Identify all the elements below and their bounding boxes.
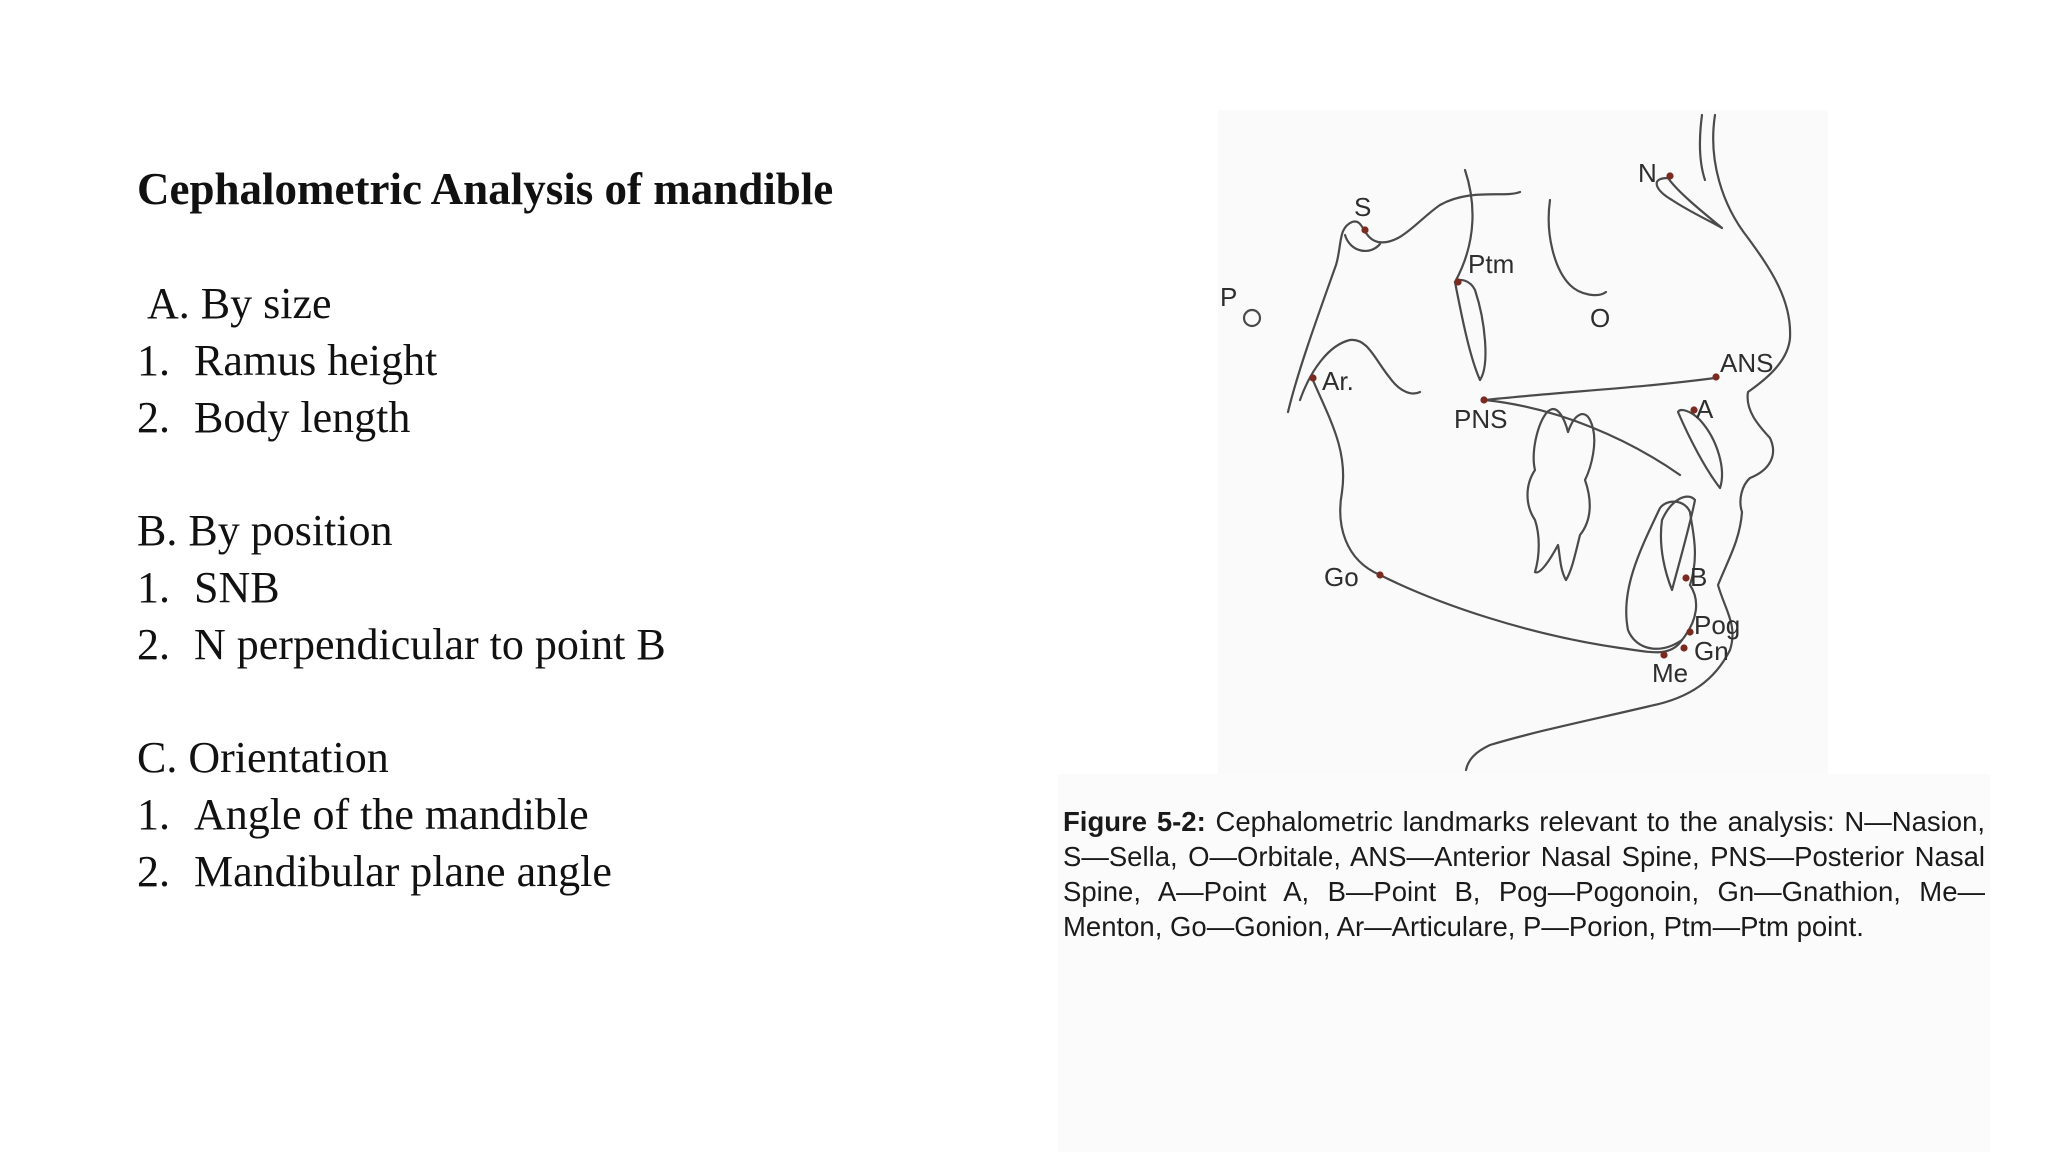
item-number: 2. xyxy=(137,620,170,669)
landmark-dot-pog xyxy=(1686,628,1693,635)
list-item xyxy=(137,559,666,616)
landmark-me: Me xyxy=(1652,658,1689,688)
section-by-size xyxy=(137,275,666,446)
landmark-dot-s xyxy=(1361,226,1368,233)
item-text: Mandibular plane angle xyxy=(194,847,612,896)
figure-caption xyxy=(1063,804,1985,944)
landmark-dot-ptm xyxy=(1454,278,1461,285)
landmark-dot-b xyxy=(1682,574,1689,581)
tracing-drawing xyxy=(1218,110,1828,774)
landmark-gn: Gn xyxy=(1694,636,1729,666)
landmark-dot-gn xyxy=(1680,644,1687,651)
list-item xyxy=(137,332,666,389)
landmark-ar: Ar. xyxy=(1322,366,1354,396)
landmark-dot-ans xyxy=(1712,373,1719,380)
landmark-s: S xyxy=(1354,192,1372,222)
landmark-p: P xyxy=(1220,282,1238,312)
orbit-contour xyxy=(1549,200,1606,295)
list-item xyxy=(137,389,666,446)
item-text: Angle of the mandible xyxy=(194,790,589,839)
section-orientation xyxy=(137,729,666,900)
section-heading: C. Orientation xyxy=(137,733,389,782)
item-text: SNB xyxy=(194,563,280,612)
item-number: 2. xyxy=(137,847,170,896)
palatal-plane xyxy=(1485,378,1715,400)
item-number: 2. xyxy=(137,393,170,442)
item-number: 1. xyxy=(137,790,170,839)
landmark-ptm: Ptm xyxy=(1468,249,1515,279)
list-item xyxy=(137,616,666,673)
sella-floor xyxy=(1345,235,1380,251)
landmark-b: B xyxy=(1690,562,1708,592)
landmark-go: Go xyxy=(1324,562,1359,592)
landmark-pog: Pog xyxy=(1694,610,1741,640)
caption-text: Cephalometric landmarks relevant to the analysis: N—Nasion, S—Sella, O—Orbitale, ANS—Anterior Nasal Spine, PNS—Posterior Nasal Spine, A—Point A, B—Point B, Pog—Pogonoin, Gn—Gnathion, Me—Menton, Go—Gonion, Ar—Articulare, P—Porion, Ptm—Ptm point. xyxy=(1063,806,1986,942)
list-item xyxy=(137,786,666,843)
nose-detail xyxy=(1700,115,1705,180)
landmark-dot-pns xyxy=(1480,396,1487,403)
landmark-dot-go xyxy=(1376,571,1383,578)
item-text: Body length xyxy=(194,393,411,442)
section-heading: B. By position xyxy=(137,506,393,555)
section-heading: A. By size xyxy=(147,279,332,328)
caption-label: Figure 5-2: xyxy=(1063,806,1206,837)
molar-tooth xyxy=(1528,409,1595,580)
landmark-a: A xyxy=(1696,394,1714,424)
list-item xyxy=(137,843,666,900)
landmark-pns: PNS xyxy=(1454,404,1508,434)
palate-curve xyxy=(1485,400,1680,475)
soft-tissue-profile xyxy=(1466,115,1790,770)
item-number: 1. xyxy=(137,563,170,612)
landmark-dot-n xyxy=(1666,172,1673,179)
slide-title: Cephalometric Analysis of mandible xyxy=(137,164,834,214)
cephalometric-tracing xyxy=(1218,110,1828,774)
porion-circle xyxy=(1244,310,1260,326)
landmark-n: N xyxy=(1638,158,1657,188)
section-by-position xyxy=(137,502,666,673)
ptm-fissure xyxy=(1455,280,1485,380)
landmark-o: O xyxy=(1590,303,1611,333)
item-number: 1. xyxy=(137,336,170,385)
landmark-ans: ANS xyxy=(1720,348,1774,378)
nasal-bone xyxy=(1657,178,1722,228)
item-text: Ramus height xyxy=(194,336,438,385)
item-text: N perpendicular to point B xyxy=(194,620,666,669)
analysis-outline xyxy=(137,275,666,956)
landmark-dot-ar xyxy=(1309,374,1316,381)
